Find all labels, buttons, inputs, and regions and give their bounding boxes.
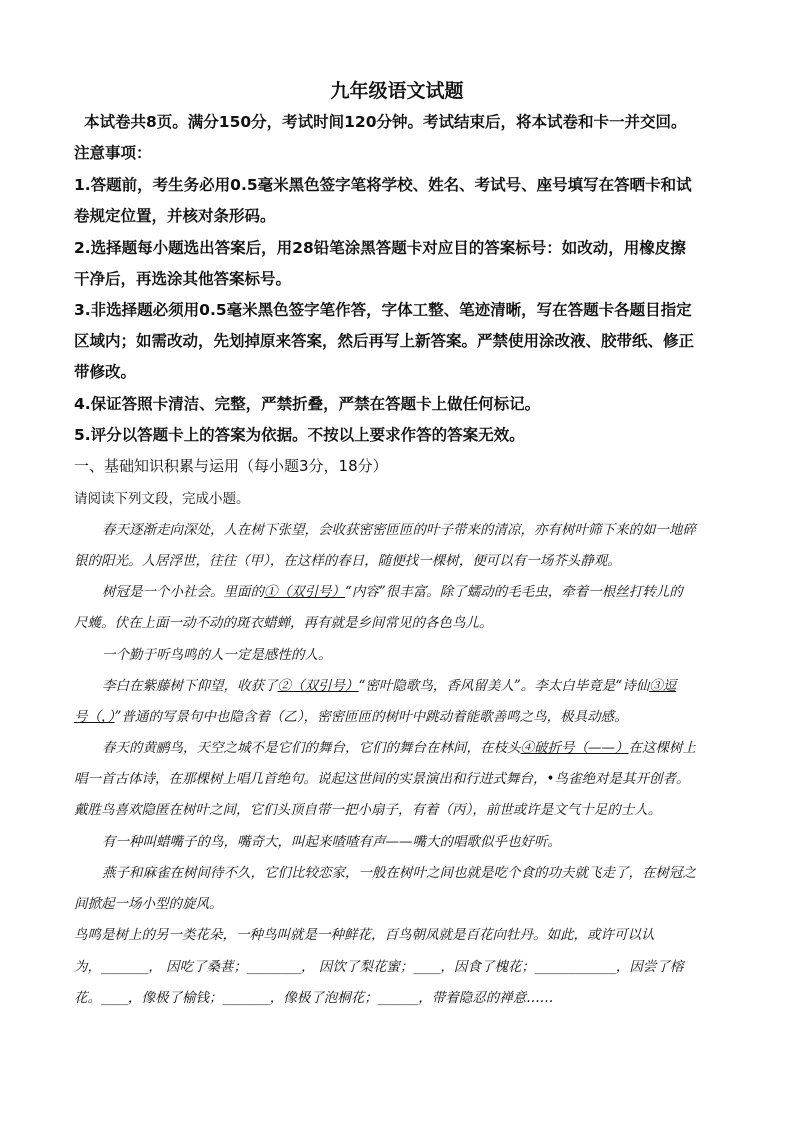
instruction-text: 请阅读下列文段，完成小题。	[74, 491, 250, 507]
underlined-punctuation-mark: ①（双引号）	[264, 584, 345, 600]
intro-line: 本试卷共8页。满分150分，考试时间120分钟。考试结束后，将本试卷和卡一并交回。	[84, 113, 687, 131]
passage-text: 树冠是一个小社会。里面的	[102, 584, 264, 600]
notice-line: 卷规定位置，并核对条形码。	[74, 207, 276, 225]
passage-line: 有一种叫蜡嘴子的鸟，嘴奇大，叫起来喳喳有声——嘴大的唱歌似乎也好听。	[102, 834, 561, 850]
notice-heading: 注意事项：	[74, 144, 152, 162]
passage-text: “密叶隐歌鸟，香风留美人”。李太白毕竟是“诗仙	[358, 678, 650, 694]
notice-line: 区域内；如需改动，先划掉原来答案，然后再写上新答案。严禁使用涂改液、胶带纸、修正	[74, 332, 695, 350]
passage-line: 戴胜鸟喜欢隐匿在树叶之间，它们头顶自带一把小扇子，有着（丙），前世或许是文气十足的士人。	[74, 802, 662, 818]
passage-text: 李白在紫藤树下仰望，收获了	[102, 678, 278, 694]
section-heading: 一、基础知识积累与运用（每小题3分，18分）	[74, 457, 388, 475]
passage-text: ”普通的写景句中也隐含着（乙），密密匝匝的树叶中跳动着能歌善鸣之鸟，极具动感。	[114, 709, 628, 725]
notice-line: 干净后，再选涂其他答案标号。	[74, 270, 292, 288]
passage-text: 在这棵树上	[628, 740, 696, 756]
notice-line: 1.答题前，考生务必用0.5毫米黑色签字笔将学校、姓名、考试号、座号填写在答晒卡和试	[74, 176, 692, 194]
notice-line: 2.选择题每小题选出答案后，用28铅笔涂黑答题卡对应目的答案标号：如改动，用橡皮擦	[74, 239, 686, 257]
passage-text: 春天的黄鹂鸟，天空之城不是它们的舞台，它们的舞台在林间，在枝头	[102, 740, 521, 756]
passage-line: 尺蠖。伏在上面一动不动的斑衣蜡蝉，再有就是乡间常见的各色鸟儿。	[74, 615, 493, 631]
passage-line	[102, 736, 696, 756]
passage-line: 唱一首古体诗，在那棵树上唱几首绝句。说起这世间的实景演出和行进式舞台，•鸟雀绝对是其开创者。	[74, 771, 690, 787]
passage-line: 鸟鸣是树上的另一类花朵，一种鸟叫就是一种鲜花，百鸟朝凤就是百花向牡丹。如此，或许可以认	[74, 927, 655, 943]
notice-line: 3.非选择题必须用0.5毫米黑色签字笔作答，字体工整、笔迹清晰，写在答题卡各题目指定	[74, 301, 692, 319]
underlined-punctuation-mark: ③逗	[649, 678, 677, 694]
passage-line	[102, 580, 683, 600]
passage-line-with-blanks: 花。____，像极了榆钱；_______，像极了泡桐花；______，带着隐忍的禅意……	[74, 990, 554, 1006]
underlined-punctuation-mark: 号（，）	[74, 709, 115, 725]
notice-line: 4.保证答照卡清洁、完整，严禁折叠，严禁在答题卡上做任何标记。	[74, 395, 541, 413]
passage-text: “内容”很丰富。除了蠕动的毛毛虫，牵着一根丝打转儿的	[345, 584, 683, 600]
passage-line	[102, 674, 676, 694]
notice-line: 带修改。	[74, 363, 137, 381]
passage-line: 燕子和麻雀在树间待不久，它们比较恋家，一般在树叶之间也就是吃个食的功夫就飞走了，在树冠之	[102, 865, 696, 881]
passage-line-with-blanks: 为，_______， 因吃了桑葚；________， 因饮了梨花蜜；____，因食了槐花；____________，因尝了榕	[74, 959, 684, 975]
passage-line: 一个勤于听鸟鸣的人一定是感性的人。	[102, 647, 332, 663]
passage-line: 春天逐渐走向深处，人在树下张望，会收获密密匝匝的叶子带来的清凉，亦有树叶筛下来的如一地碎	[102, 522, 696, 538]
notice-line: 5.评分以答题卡上的答案为依据。不按以上要求作答的答案无效。	[74, 426, 525, 444]
passage-line	[74, 705, 628, 725]
passage-line: 银的阳光。人居浮世，往往（甲），在这样的春日，随便找一棵树，便可以有一场芥头静观。	[74, 553, 621, 569]
page-title: 九年级语文试题	[330, 80, 464, 102]
passage-line: 间掀起一场小型的旋风。	[74, 896, 223, 912]
underlined-punctuation-mark: ②（双引号）	[277, 678, 359, 694]
underlined-punctuation-mark: ④破折号（——）	[520, 740, 629, 756]
